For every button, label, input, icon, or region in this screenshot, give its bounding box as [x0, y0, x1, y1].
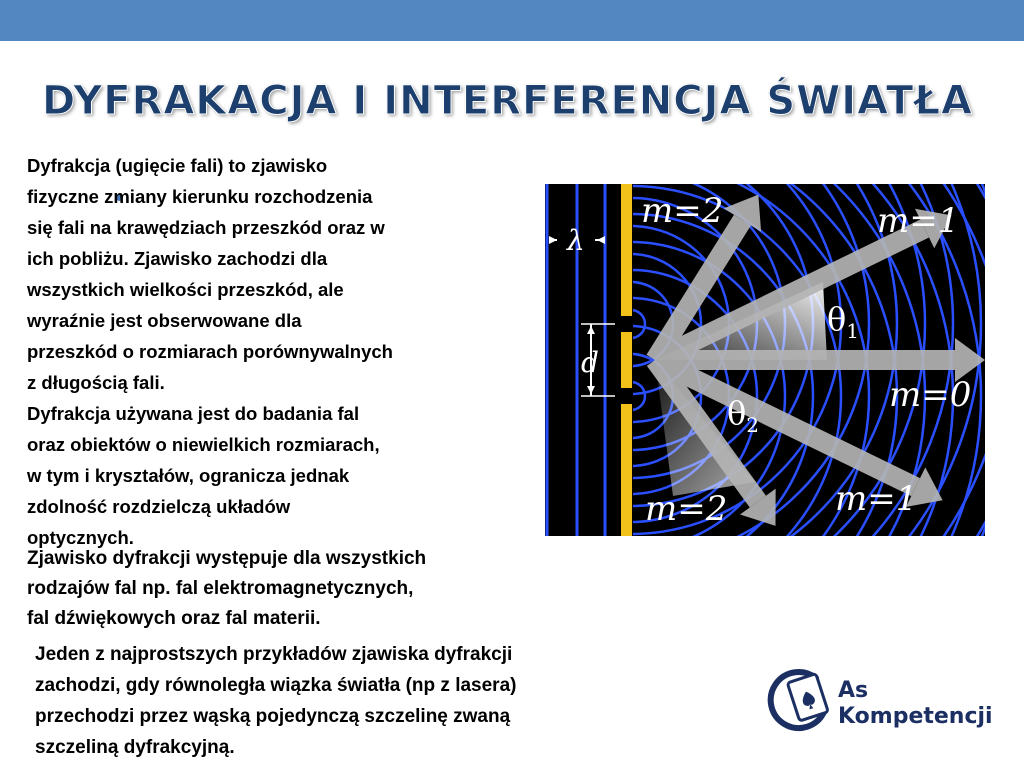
paragraph-diffraction-definition: Dyfrakcja (ugięcie fali) to zjawisko fizyczne zmiany kierunku rozchodzenia się fali na krawędziach przeszkód oraz w ich pobliżu. Zjawisko zachodzi dla wszystkich wielkości przeszkód, ale wyraźnie jest obserwowane dla przeszkód o rozmiarach porównywalnych z długością fali. Dyfrakcja używana jest do badania fal oraz obiektów o niewielkich rozmiarach, w tym i kryształów, ogranicza jednak zdolność rozdzielczą układów optycznych. [27, 155, 393, 548]
slit-barrier [621, 184, 632, 536]
d-label: d [581, 346, 599, 379]
top-bar [0, 0, 1024, 41]
slide-title: DYFRAKACJA I INTERFERENCJA ŚWIATŁA [42, 78, 973, 124]
label-theta1: $\theta_1$ [827, 300, 859, 343]
paragraph-wave-types: Zjawisko dyfrakcji występuje dla wszystkich rodzajów fal np. fal elektromagnetycznych, fal dźwiękowych oraz fal materii. [27, 548, 427, 629]
diffraction-diagram [545, 184, 985, 536]
logo-text-line2: Kompetencji [838, 704, 993, 729]
label-m1-top: m=1 [877, 201, 960, 241]
label-theta2: $\theta_2$ [727, 394, 759, 437]
label-m2-bottom: m=2 [645, 489, 728, 529]
paragraph-slit-example: Jeden z najprostszych przykładów zjawiska dyfrakcji zachodzi, gdy równoległa wiązka światła (np z lasera) przechodzi przez wąską pojedynczą szczelinę zwaną szczeliną dyfrakcyjną. [35, 644, 517, 758]
as-kompetencji-logo [766, 664, 996, 744]
logo-text-line1: As [838, 678, 869, 703]
label-m1-bottom: m=1 [835, 479, 918, 519]
lambda-label: λ [567, 224, 585, 257]
logo-emblem-icon [766, 666, 830, 744]
label-m0: m=0 [889, 375, 972, 415]
label-m2-top: m=2 [641, 191, 724, 231]
